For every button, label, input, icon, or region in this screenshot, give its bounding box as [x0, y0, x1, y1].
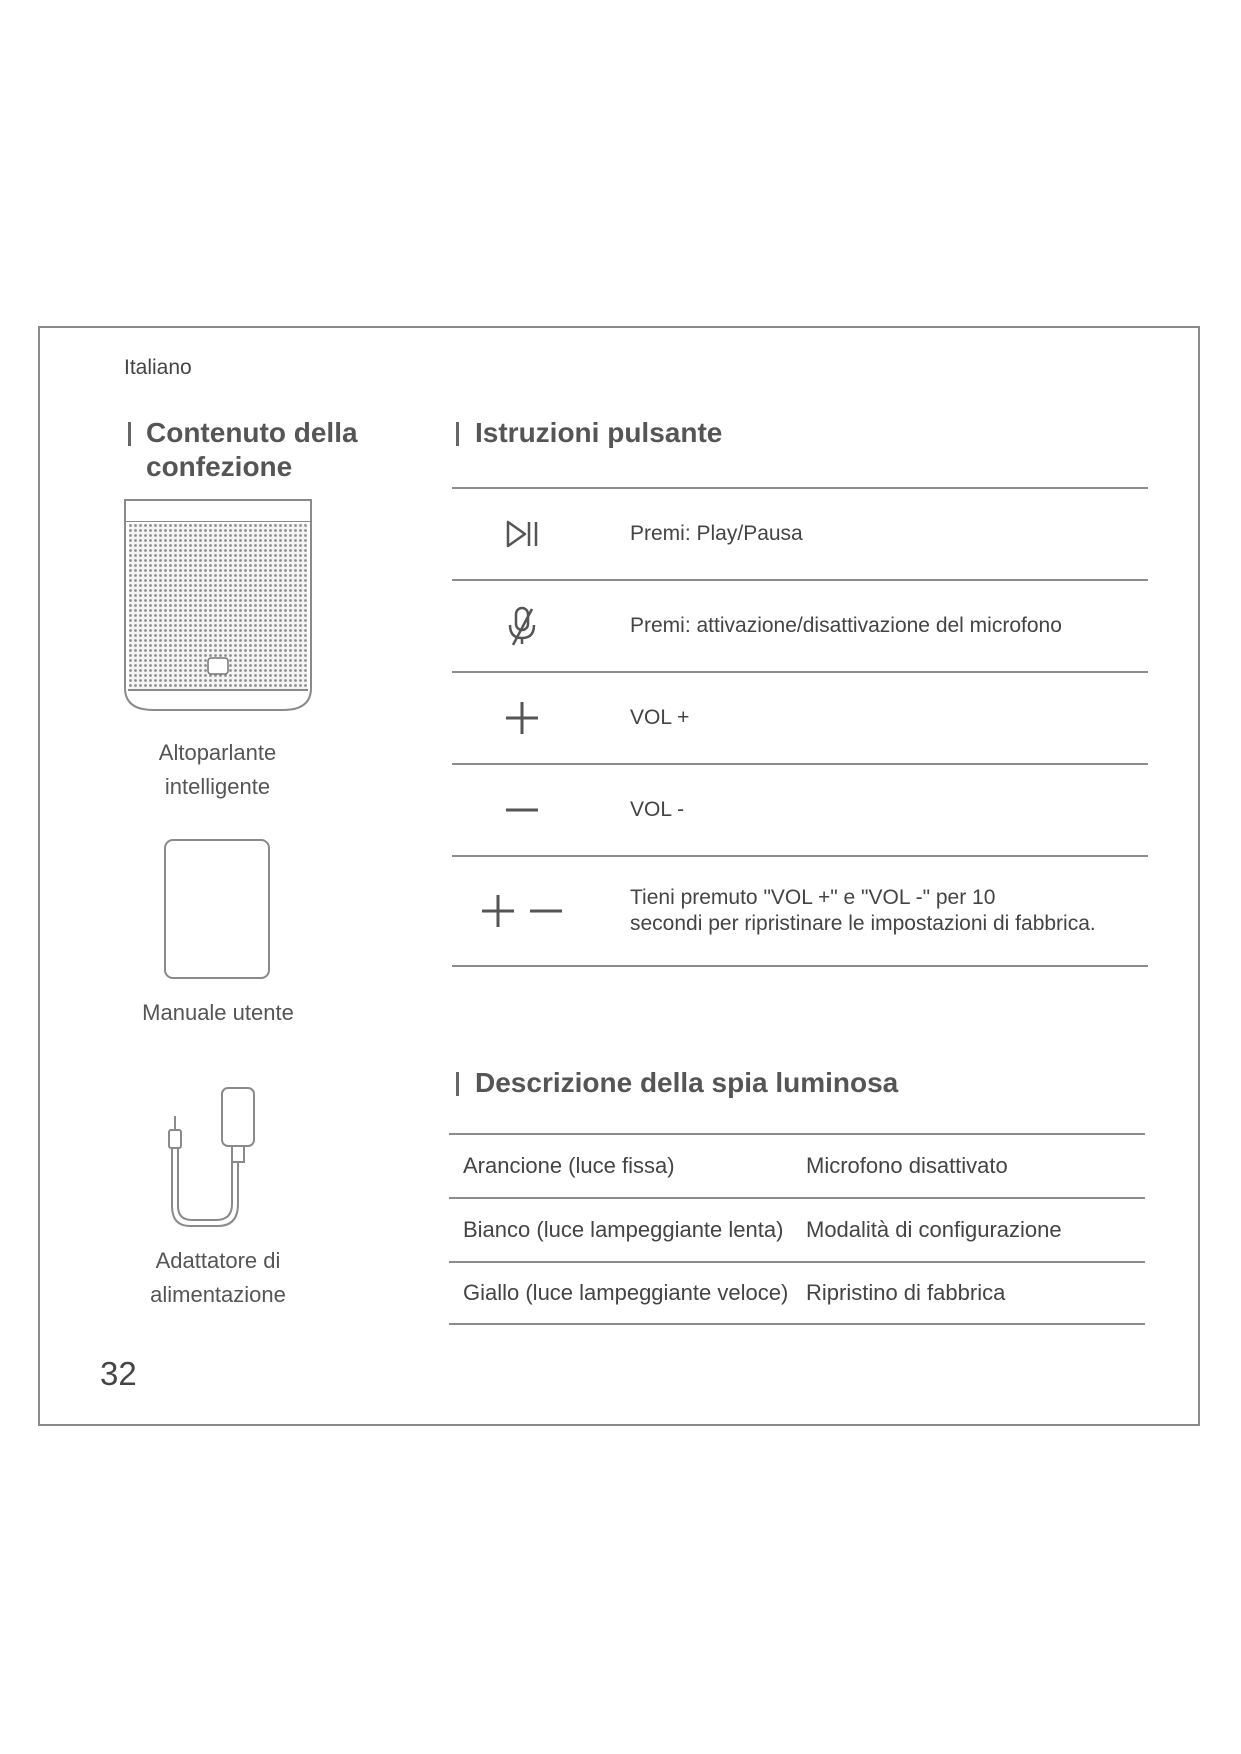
manual-icon: [163, 838, 271, 980]
table-row: [452, 855, 1148, 967]
light-title: Descrizione della spia luminosa: [475, 1067, 899, 1098]
light-state: Arancione (luce fissa): [463, 1153, 675, 1178]
mic-mute-icon: [452, 581, 592, 671]
title-marker: [456, 1072, 459, 1096]
light-description-table: [449, 1133, 1145, 1325]
power-adapter-label: Adattatore di alimentazione: [150, 1248, 286, 1307]
button-description: [630, 857, 1140, 965]
description-line: secondi per ripristinare le impostazioni di fabbrica.: [630, 912, 1096, 935]
button-description: Premi: attivazione/disattivazione del microfono: [630, 614, 1062, 637]
speaker-label: Altoparlante intelligente: [158, 740, 277, 799]
button-description: VOL -: [630, 798, 685, 821]
language-label: Italiano: [124, 356, 192, 379]
table-row: [452, 763, 1148, 855]
contents-title: Contenuto della confezione: [146, 417, 358, 482]
light-meaning: Microfono disattivato: [806, 1153, 1008, 1178]
description-line: Tieni premuto "VOL +" e "VOL -" per 10: [630, 886, 996, 909]
plus-minus-icon: [452, 857, 592, 965]
power-adapter-icon: [160, 1086, 276, 1236]
light-state: Bianco (luce lampeggiante lenta): [463, 1217, 784, 1242]
table-row: [449, 1261, 1145, 1325]
light-meaning: Ripristino di fabbrica: [806, 1280, 1006, 1305]
table-row: [452, 487, 1148, 579]
page-number: 32: [100, 1355, 137, 1392]
table-row: [449, 1197, 1145, 1261]
button-description: Premi: Play/Pausa: [630, 522, 803, 545]
button-instructions-table: [452, 487, 1148, 967]
minus-icon: [452, 765, 592, 855]
manual-label: Manuale utente: [142, 1000, 294, 1025]
plus-icon: [452, 673, 592, 763]
buttons-title: Istruzioni pulsante: [475, 417, 723, 448]
play-pause-icon: [452, 489, 592, 579]
light-state: Giallo (luce lampeggiante veloce): [463, 1280, 789, 1305]
speaker-icon: [123, 498, 313, 716]
table-row: [452, 671, 1148, 763]
table-row: [449, 1133, 1145, 1197]
button-description: VOL +: [630, 706, 690, 729]
table-row: [452, 579, 1148, 671]
title-marker: [456, 422, 459, 446]
light-meaning: Modalità di configurazione: [806, 1217, 1062, 1242]
title-marker: [128, 422, 131, 446]
